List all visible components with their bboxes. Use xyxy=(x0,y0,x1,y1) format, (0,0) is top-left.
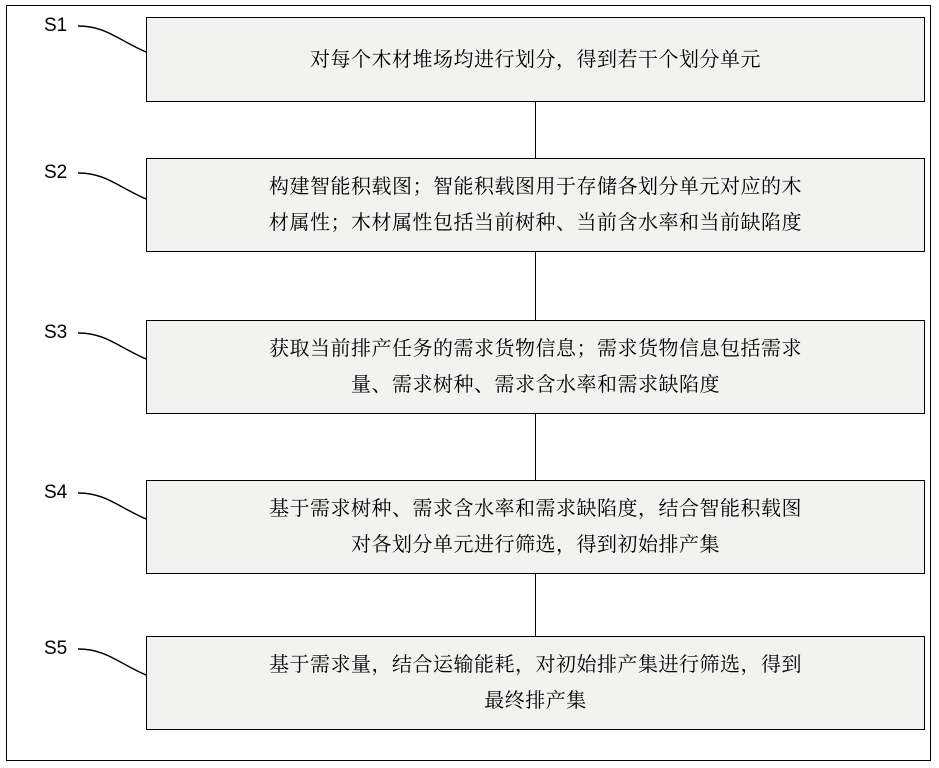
flow-step-s4 xyxy=(146,480,925,574)
flow-step-s1-leader xyxy=(78,24,148,64)
flow-step-s3-label: S3 xyxy=(44,322,68,343)
flow-step-s4-leader xyxy=(78,491,148,531)
flow-step-s3 xyxy=(146,320,925,414)
connector-s3-s4 xyxy=(535,414,536,480)
flow-step-s5-text: 基于需求量，结合运输能耗，对初始排产集进行筛选，得到 最终排产集 xyxy=(269,654,802,712)
flow-step-s3-leader xyxy=(78,331,148,371)
flow-step-s2 xyxy=(146,158,925,252)
flow-step-s1-label: S1 xyxy=(44,15,68,36)
flow-step-s2-label: S2 xyxy=(44,162,68,183)
flow-step-s4-text: 基于需求树种、需求含水率和需求缺陷度，结合智能积载图 对各划分单元进行筛选，得到初始排产集 xyxy=(269,498,802,556)
flow-step-s5-label: S5 xyxy=(44,638,68,659)
flow-step-s5-leader xyxy=(78,647,148,687)
connector-s1-s2 xyxy=(535,102,536,158)
connector-s2-s3 xyxy=(535,252,536,320)
connector-s4-s5 xyxy=(535,574,536,636)
flow-step-s1 xyxy=(146,17,925,102)
flow-step-s2-leader xyxy=(78,171,148,211)
flow-step-s3-text: 获取当前排产任务的需求货物信息；需求货物信息包括需求 量、需求树种、需求含水率和需求缺陷度 xyxy=(269,338,802,396)
flow-step-s5 xyxy=(146,636,925,730)
flow-step-s4-label: S4 xyxy=(44,482,68,503)
flow-step-s1-text: 对每个木材堆场均进行划分，得到若干个划分单元 xyxy=(310,48,761,71)
flow-step-s2-text: 构建智能积载图；智能积载图用于存储各划分单元对应的木 材属性；木材属性包括当前树种、当前含水率和当前缺陷度 xyxy=(269,176,802,234)
